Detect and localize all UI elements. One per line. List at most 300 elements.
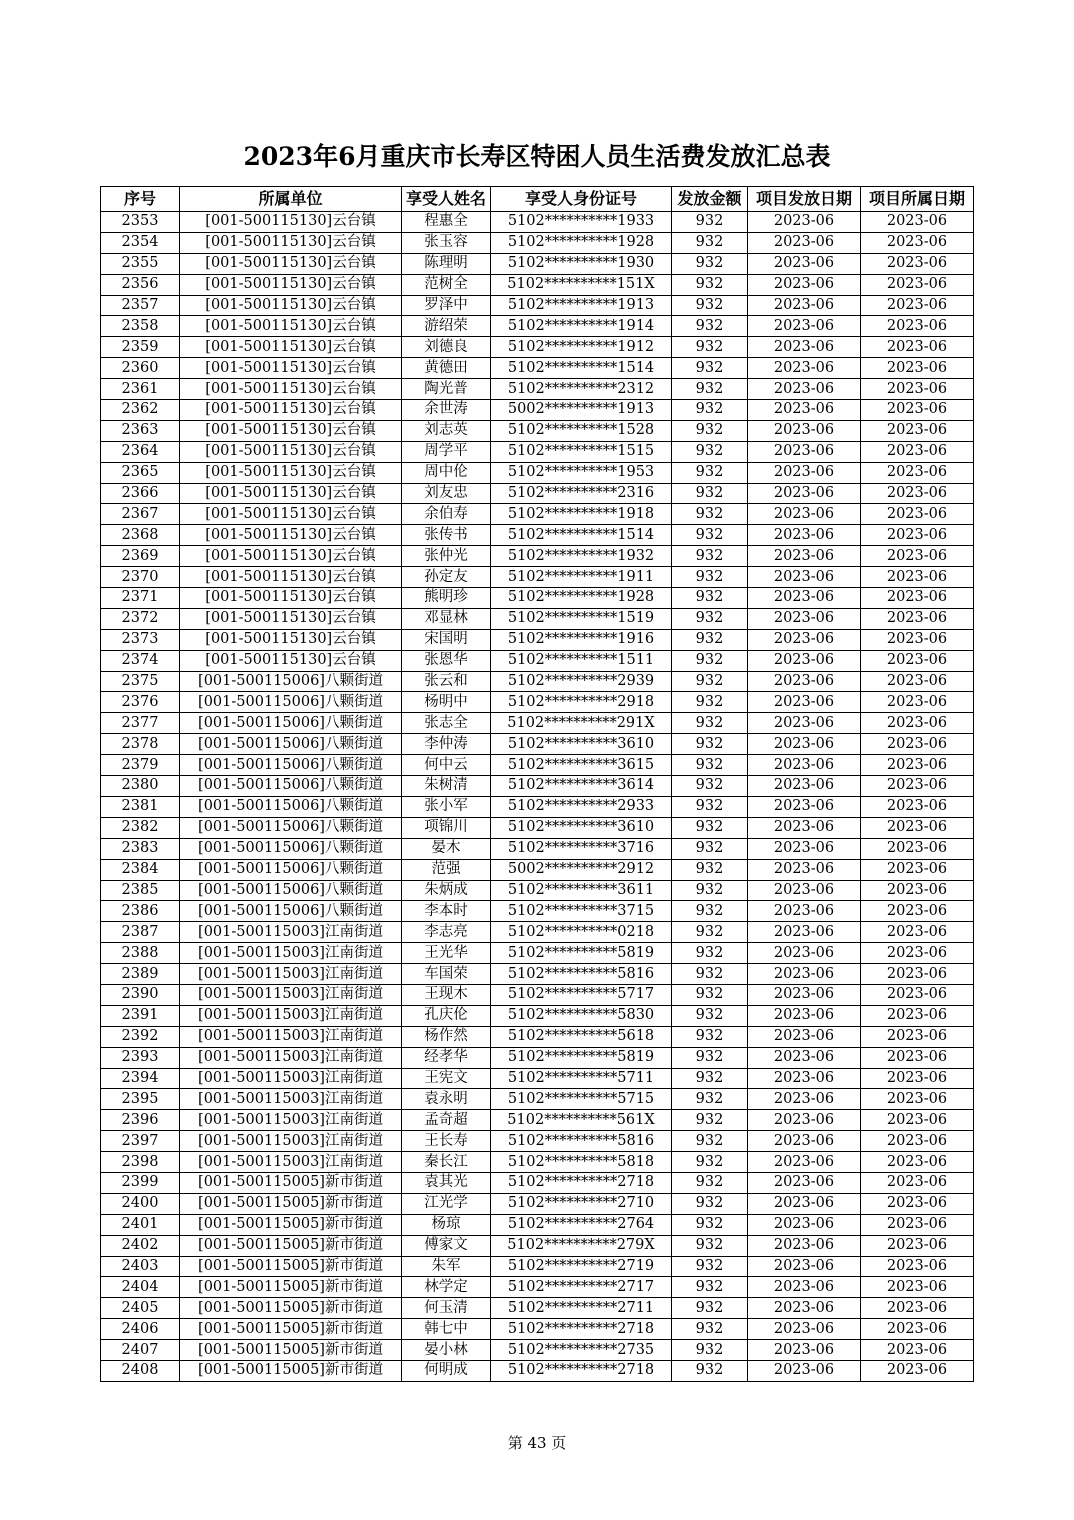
cell-unit: [001-500115006]八颗街道 [180, 713, 402, 734]
cell-unit: [001-500115006]八颗街道 [180, 817, 402, 838]
cell-issue-date: 2023-06 [748, 817, 861, 838]
cell-issue-date: 2023-06 [748, 713, 861, 734]
cell-unit: [001-500115130]云台镇 [180, 483, 402, 504]
cell-belong-date: 2023-06 [861, 1172, 974, 1193]
cell-amount: 932 [672, 337, 748, 358]
cell-amount: 932 [672, 1193, 748, 1214]
cell-unit: [001-500115130]云台镇 [180, 358, 402, 379]
table-row [101, 1026, 974, 1047]
cell-amount: 932 [672, 400, 748, 421]
cell-unit: [001-500115005]新市街道 [180, 1193, 402, 1214]
cell-belong-date: 2023-06 [861, 1110, 974, 1131]
cell-id-number: 5102**********1914 [491, 316, 672, 337]
cell-unit: [001-500115003]江南街道 [180, 1005, 402, 1026]
cell-amount: 932 [672, 232, 748, 253]
cell-amount: 932 [672, 713, 748, 734]
cell-serial: 2384 [101, 859, 180, 880]
table-row [101, 1110, 974, 1131]
cell-id-number: 5102**********3716 [491, 838, 672, 859]
cell-amount: 932 [672, 1131, 748, 1152]
table-row [101, 400, 974, 421]
cell-unit: [001-500115130]云台镇 [180, 650, 402, 671]
cell-issue-date: 2023-06 [748, 608, 861, 629]
cell-name: 王宪文 [402, 1068, 491, 1089]
cell-serial: 2358 [101, 316, 180, 337]
cell-unit: [001-500115130]云台镇 [180, 274, 402, 295]
cell-id-number: 5102**********5819 [491, 1047, 672, 1068]
table-row [101, 796, 974, 817]
cell-belong-date: 2023-06 [861, 964, 974, 985]
cell-id-number: 5102**********1912 [491, 337, 672, 358]
cell-serial: 2400 [101, 1193, 180, 1214]
cell-serial: 2377 [101, 713, 180, 734]
cell-belong-date: 2023-06 [861, 984, 974, 1005]
header-name: 享受人姓名 [402, 187, 491, 212]
table-row [101, 880, 974, 901]
cell-belong-date: 2023-06 [861, 1214, 974, 1235]
cell-unit: [001-500115130]云台镇 [180, 420, 402, 441]
cell-name: 杨作然 [402, 1026, 491, 1047]
cell-unit: [001-500115003]江南街道 [180, 922, 402, 943]
cell-issue-date: 2023-06 [748, 734, 861, 755]
cell-id-number: 5002**********1913 [491, 400, 672, 421]
cell-serial: 2382 [101, 817, 180, 838]
cell-issue-date: 2023-06 [748, 1089, 861, 1110]
cell-belong-date: 2023-06 [861, 1360, 974, 1381]
cell-belong-date: 2023-06 [861, 1319, 974, 1340]
cell-belong-date: 2023-06 [861, 1068, 974, 1089]
table-row [101, 420, 974, 441]
cell-issue-date: 2023-06 [748, 462, 861, 483]
table-row [101, 441, 974, 462]
cell-belong-date: 2023-06 [861, 776, 974, 797]
cell-amount: 932 [672, 1340, 748, 1361]
cell-issue-date: 2023-06 [748, 1340, 861, 1361]
cell-name: 范树全 [402, 274, 491, 295]
cell-issue-date: 2023-06 [748, 1047, 861, 1068]
cell-amount: 932 [672, 1360, 748, 1381]
cell-unit: [001-500115003]江南街道 [180, 1026, 402, 1047]
cell-serial: 2394 [101, 1068, 180, 1089]
cell-belong-date: 2023-06 [861, 1089, 974, 1110]
cell-amount: 932 [672, 1319, 748, 1340]
cell-serial: 2371 [101, 588, 180, 609]
table-row [101, 358, 974, 379]
cell-id-number: 5102**********1514 [491, 358, 672, 379]
table-row [101, 650, 974, 671]
cell-serial: 2405 [101, 1298, 180, 1319]
cell-belong-date: 2023-06 [861, 420, 974, 441]
cell-amount: 932 [672, 1277, 748, 1298]
cell-name: 张传书 [402, 525, 491, 546]
cell-id-number: 5102**********1913 [491, 295, 672, 316]
cell-issue-date: 2023-06 [748, 1277, 861, 1298]
table-body [101, 212, 974, 1382]
cell-id-number: 5102**********1930 [491, 253, 672, 274]
table-row [101, 337, 974, 358]
cell-unit: [001-500115130]云台镇 [180, 232, 402, 253]
cell-issue-date: 2023-06 [748, 1131, 861, 1152]
cell-serial: 2398 [101, 1152, 180, 1173]
cell-unit: [001-500115003]江南街道 [180, 1110, 402, 1131]
cell-serial: 2399 [101, 1172, 180, 1193]
cell-serial: 2381 [101, 796, 180, 817]
cell-unit: [001-500115005]新市街道 [180, 1172, 402, 1193]
cell-serial: 2369 [101, 546, 180, 567]
cell-amount: 932 [672, 964, 748, 985]
table-row [101, 1005, 974, 1026]
cell-belong-date: 2023-06 [861, 755, 974, 776]
cell-belong-date: 2023-06 [861, 379, 974, 400]
cell-id-number: 5102**********2764 [491, 1214, 672, 1235]
header-issue-date: 项目发放日期 [748, 187, 861, 212]
cell-name: 邓显林 [402, 608, 491, 629]
cell-belong-date: 2023-06 [861, 1256, 974, 1277]
cell-name: 孔庆伦 [402, 1005, 491, 1026]
cell-belong-date: 2023-06 [861, 504, 974, 525]
cell-id-number: 5102**********3611 [491, 880, 672, 901]
cell-issue-date: 2023-06 [748, 295, 861, 316]
table-row [101, 964, 974, 985]
cell-name: 傅家文 [402, 1235, 491, 1256]
table-row [101, 734, 974, 755]
cell-issue-date: 2023-06 [748, 755, 861, 776]
cell-unit: [001-500115006]八颗街道 [180, 755, 402, 776]
cell-name: 张志全 [402, 713, 491, 734]
cell-name: 何明成 [402, 1360, 491, 1381]
cell-belong-date: 2023-06 [861, 1152, 974, 1173]
table-row [101, 1131, 974, 1152]
cell-issue-date: 2023-06 [748, 232, 861, 253]
cell-unit: [001-500115130]云台镇 [180, 462, 402, 483]
cell-id-number: 5102**********1528 [491, 420, 672, 441]
cell-issue-date: 2023-06 [748, 1298, 861, 1319]
cell-belong-date: 2023-06 [861, 922, 974, 943]
cell-name: 张玉容 [402, 232, 491, 253]
cell-belong-date: 2023-06 [861, 880, 974, 901]
cell-id-number: 5102**********2918 [491, 692, 672, 713]
cell-unit: [001-500115003]江南街道 [180, 1047, 402, 1068]
cell-amount: 932 [672, 796, 748, 817]
cell-serial: 2376 [101, 692, 180, 713]
table-row [101, 379, 974, 400]
cell-serial: 2355 [101, 253, 180, 274]
cell-unit: [001-500115006]八颗街道 [180, 734, 402, 755]
cell-belong-date: 2023-06 [861, 1235, 974, 1256]
table-row [101, 253, 974, 274]
cell-name: 周中伦 [402, 462, 491, 483]
cell-belong-date: 2023-06 [861, 859, 974, 880]
table-row [101, 608, 974, 629]
cell-amount: 932 [672, 525, 748, 546]
table-row [101, 859, 974, 880]
cell-issue-date: 2023-06 [748, 692, 861, 713]
cell-issue-date: 2023-06 [748, 1360, 861, 1381]
cell-id-number: 5102**********2933 [491, 796, 672, 817]
cell-unit: [001-500115006]八颗街道 [180, 692, 402, 713]
cell-name: 晏木 [402, 838, 491, 859]
cell-amount: 932 [672, 859, 748, 880]
table-row [101, 525, 974, 546]
table-row [101, 1298, 974, 1319]
table-row [101, 943, 974, 964]
page-title: 2023年6月重庆市长寿区特困人员生活费发放汇总表 [243, 142, 831, 171]
cell-belong-date: 2023-06 [861, 316, 974, 337]
cell-serial: 2373 [101, 629, 180, 650]
cell-name: 孟奇超 [402, 1110, 491, 1131]
table-row [101, 1340, 974, 1361]
header-id-number: 享受人身份证号 [491, 187, 672, 212]
cell-id-number: 5102**********3614 [491, 776, 672, 797]
cell-amount: 932 [672, 567, 748, 588]
cell-id-number: 5102**********5816 [491, 964, 672, 985]
cell-name: 张恩华 [402, 650, 491, 671]
cell-unit: [001-500115006]八颗街道 [180, 838, 402, 859]
cell-belong-date: 2023-06 [861, 629, 974, 650]
cell-serial: 2379 [101, 755, 180, 776]
cell-serial: 2388 [101, 943, 180, 964]
cell-issue-date: 2023-06 [748, 379, 861, 400]
cell-issue-date: 2023-06 [748, 546, 861, 567]
cell-belong-date: 2023-06 [861, 1193, 974, 1214]
cell-serial: 2403 [101, 1256, 180, 1277]
cell-serial: 2393 [101, 1047, 180, 1068]
cell-id-number: 5102**********2717 [491, 1277, 672, 1298]
cell-serial: 2378 [101, 734, 180, 755]
cell-unit: [001-500115130]云台镇 [180, 546, 402, 567]
cell-serial: 2368 [101, 525, 180, 546]
cell-id-number: 5102**********1932 [491, 546, 672, 567]
cell-name: 杨琼 [402, 1214, 491, 1235]
cell-serial: 2361 [101, 379, 180, 400]
table-row [101, 922, 974, 943]
cell-amount: 932 [672, 1026, 748, 1047]
cell-serial: 2372 [101, 608, 180, 629]
cell-amount: 932 [672, 692, 748, 713]
cell-issue-date: 2023-06 [748, 1026, 861, 1047]
cell-amount: 932 [672, 1152, 748, 1173]
table-row [101, 838, 974, 859]
cell-unit: [001-500115006]八颗街道 [180, 796, 402, 817]
cell-name: 张云和 [402, 671, 491, 692]
cell-id-number: 5102**********5818 [491, 1152, 672, 1173]
cell-id-number: 5102**********3610 [491, 734, 672, 755]
cell-amount: 932 [672, 1068, 748, 1089]
table-row [101, 629, 974, 650]
cell-unit: [001-500115130]云台镇 [180, 504, 402, 525]
cell-id-number: 5102**********2316 [491, 483, 672, 504]
cell-id-number: 5102**********1514 [491, 525, 672, 546]
cell-name: 车国荣 [402, 964, 491, 985]
cell-belong-date: 2023-06 [861, 796, 974, 817]
cell-amount: 932 [672, 1298, 748, 1319]
cell-issue-date: 2023-06 [748, 964, 861, 985]
cell-issue-date: 2023-06 [748, 1319, 861, 1340]
cell-unit: [001-500115005]新市街道 [180, 1360, 402, 1381]
cell-name: 秦长江 [402, 1152, 491, 1173]
table-row [101, 546, 974, 567]
cell-serial: 2392 [101, 1026, 180, 1047]
cell-amount: 932 [672, 880, 748, 901]
cell-id-number: 5102**********1519 [491, 608, 672, 629]
cell-amount: 932 [672, 1172, 748, 1193]
cell-id-number: 5102**********1928 [491, 232, 672, 253]
cell-name: 李志亮 [402, 922, 491, 943]
cell-belong-date: 2023-06 [861, 692, 974, 713]
cell-id-number: 5102**********0218 [491, 922, 672, 943]
cell-issue-date: 2023-06 [748, 671, 861, 692]
cell-belong-date: 2023-06 [861, 274, 974, 295]
cell-unit: [001-500115130]云台镇 [180, 212, 402, 233]
cell-issue-date: 2023-06 [748, 1152, 861, 1173]
cell-issue-date: 2023-06 [748, 441, 861, 462]
cell-issue-date: 2023-06 [748, 483, 861, 504]
cell-serial: 2397 [101, 1131, 180, 1152]
cell-belong-date: 2023-06 [861, 567, 974, 588]
cell-serial: 2390 [101, 984, 180, 1005]
cell-id-number: 5102**********1953 [491, 462, 672, 483]
cell-name: 何中云 [402, 755, 491, 776]
cell-id-number: 5102**********279X [491, 1235, 672, 1256]
cell-name: 袁永明 [402, 1089, 491, 1110]
cell-belong-date: 2023-06 [861, 212, 974, 233]
cell-amount: 932 [672, 441, 748, 462]
table-row [101, 1068, 974, 1089]
cell-name: 朱炳成 [402, 880, 491, 901]
cell-id-number: 5102**********1511 [491, 650, 672, 671]
table-row [101, 1277, 974, 1298]
cell-id-number: 5102**********151X [491, 274, 672, 295]
table-row [101, 671, 974, 692]
cell-unit: [001-500115130]云台镇 [180, 316, 402, 337]
cell-issue-date: 2023-06 [748, 567, 861, 588]
table-row [101, 1089, 974, 1110]
cell-issue-date: 2023-06 [748, 629, 861, 650]
cell-amount: 932 [672, 901, 748, 922]
cell-amount: 932 [672, 274, 748, 295]
table-row [101, 713, 974, 734]
cell-belong-date: 2023-06 [861, 462, 974, 483]
cell-serial: 2395 [101, 1089, 180, 1110]
cell-belong-date: 2023-06 [861, 838, 974, 859]
cell-serial: 2391 [101, 1005, 180, 1026]
cell-belong-date: 2023-06 [861, 1047, 974, 1068]
cell-amount: 932 [672, 253, 748, 274]
cell-issue-date: 2023-06 [748, 880, 861, 901]
cell-name: 周学平 [402, 441, 491, 462]
cell-name: 何玉清 [402, 1298, 491, 1319]
table-row [101, 1152, 974, 1173]
cell-unit: [001-500115130]云台镇 [180, 525, 402, 546]
cell-id-number: 5102**********1933 [491, 212, 672, 233]
cell-amount: 932 [672, 1235, 748, 1256]
table-row [101, 984, 974, 1005]
cell-name: 经孝华 [402, 1047, 491, 1068]
cell-name: 刘德良 [402, 337, 491, 358]
cell-issue-date: 2023-06 [748, 1214, 861, 1235]
table-row [101, 1360, 974, 1381]
table-header-row [101, 187, 974, 212]
cell-amount: 932 [672, 734, 748, 755]
cell-unit: [001-500115130]云台镇 [180, 379, 402, 400]
header-serial: 序号 [101, 187, 180, 212]
cell-name: 范强 [402, 859, 491, 880]
cell-unit: [001-500115005]新市街道 [180, 1298, 402, 1319]
cell-amount: 932 [672, 943, 748, 964]
cell-serial: 2357 [101, 295, 180, 316]
cell-belong-date: 2023-06 [861, 1005, 974, 1026]
cell-serial: 2374 [101, 650, 180, 671]
cell-name: 程惠全 [402, 212, 491, 233]
cell-id-number: 5102**********3615 [491, 755, 672, 776]
cell-serial: 2408 [101, 1360, 180, 1381]
cell-unit: [001-500115130]云台镇 [180, 567, 402, 588]
cell-serial: 2366 [101, 483, 180, 504]
cell-serial: 2380 [101, 776, 180, 797]
table-row [101, 295, 974, 316]
cell-id-number: 5102**********3715 [491, 901, 672, 922]
cell-issue-date: 2023-06 [748, 504, 861, 525]
cell-serial: 2365 [101, 462, 180, 483]
cell-belong-date: 2023-06 [861, 713, 974, 734]
cell-name: 晏小林 [402, 1340, 491, 1361]
cell-amount: 932 [672, 358, 748, 379]
cell-id-number: 5102**********2711 [491, 1298, 672, 1319]
cell-issue-date: 2023-06 [748, 776, 861, 797]
cell-issue-date: 2023-06 [748, 525, 861, 546]
table-row [101, 212, 974, 233]
cell-serial: 2356 [101, 274, 180, 295]
cell-amount: 932 [672, 1005, 748, 1026]
cell-unit: [001-500115130]云台镇 [180, 253, 402, 274]
header-unit: 所属单位 [180, 187, 402, 212]
table-row [101, 692, 974, 713]
cell-amount: 932 [672, 755, 748, 776]
cell-belong-date: 2023-06 [861, 546, 974, 567]
cell-belong-date: 2023-06 [861, 400, 974, 421]
cell-amount: 932 [672, 588, 748, 609]
table-row [101, 1256, 974, 1277]
cell-unit: [001-500115130]云台镇 [180, 337, 402, 358]
cell-belong-date: 2023-06 [861, 1298, 974, 1319]
cell-belong-date: 2023-06 [861, 671, 974, 692]
cell-belong-date: 2023-06 [861, 1026, 974, 1047]
cell-id-number: 5102**********1918 [491, 504, 672, 525]
cell-amount: 932 [672, 671, 748, 692]
table-row [101, 1047, 974, 1068]
cell-unit: [001-500115130]云台镇 [180, 295, 402, 316]
cell-unit: [001-500115005]新市街道 [180, 1214, 402, 1235]
cell-issue-date: 2023-06 [748, 1005, 861, 1026]
cell-unit: [001-500115130]云台镇 [180, 441, 402, 462]
cell-id-number: 5102**********2710 [491, 1193, 672, 1214]
cell-amount: 932 [672, 212, 748, 233]
table-row [101, 1193, 974, 1214]
cell-amount: 932 [672, 650, 748, 671]
cell-serial: 2359 [101, 337, 180, 358]
cell-issue-date: 2023-06 [748, 337, 861, 358]
cell-name: 朱树清 [402, 776, 491, 797]
table-row [101, 1319, 974, 1340]
cell-unit: [001-500115130]云台镇 [180, 608, 402, 629]
cell-name: 王光华 [402, 943, 491, 964]
cell-amount: 932 [672, 462, 748, 483]
cell-serial: 2362 [101, 400, 180, 421]
cell-name: 王长寿 [402, 1131, 491, 1152]
cell-id-number: 5102**********5830 [491, 1005, 672, 1026]
cell-unit: [001-500115005]新市街道 [180, 1235, 402, 1256]
cell-amount: 932 [672, 1089, 748, 1110]
